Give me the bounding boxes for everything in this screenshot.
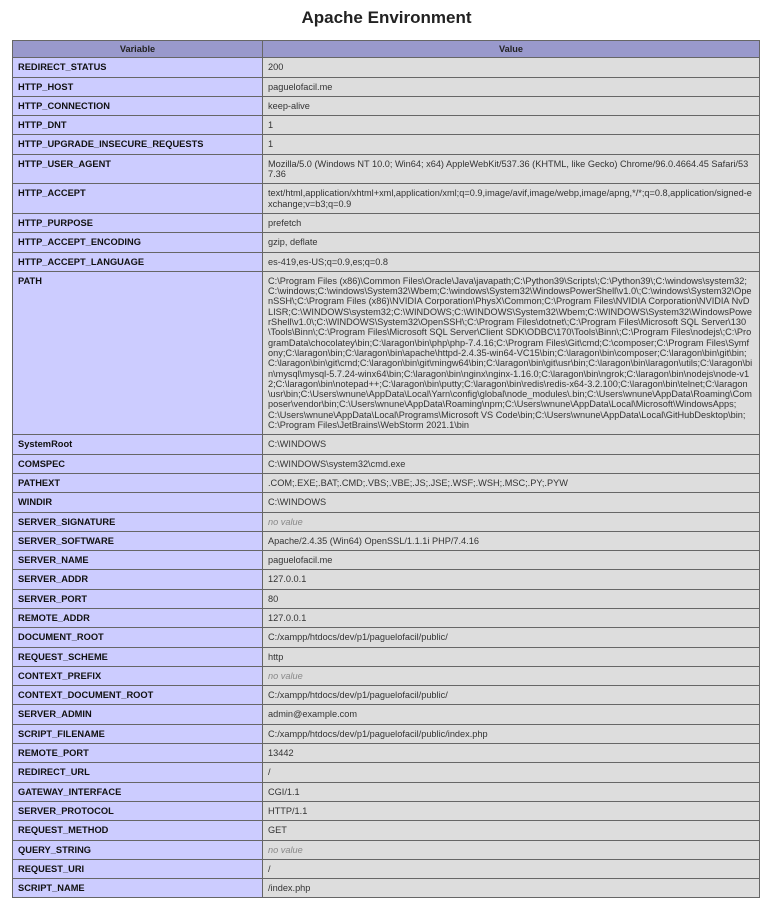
variable-value: text/html,application/xhtml+xml,application/xml;q=0.9,image/avif,image/webp,image/apng,*/*;q=0.8,application/signed-exchange;v=b3;q=0.9 <box>263 184 760 214</box>
variable-value: C:\Program Files (x86)\Common Files\Oracle\Java\javapath;C:\Python39\Scripts\;C:\Python39\;C:\windows\system32;C:\windows;C:\windows\System32\Wbem;C:\windows\System32\WindowsPowerShell\v1.0\;C:\windows\System32\OpenSSH\;C:\Program Files (x86)\NVIDIA Corporation\PhysX\Common;C:\Program Files\NVIDIA Corporation\NVIDIA NvDLISR;C:\WINDOWS\system32;C:\WINDOWS;C:\WINDOWS\System32\Wbem;C:\WINDOWS\System32\WindowsPowerShell\v1.0\;C:\WINDOWS\System32\OpenSSH\;C:\Program Files\dotnet\;C:\Program Files\Microsoft SQL Server\130\Tools\Binn\;C:\Program Files\Microsoft SQL Server\Client SDK\ODBC\170\Tools\Binn\;C:\Program Files\nodejs\;C:\ProgramData\chocolatey\bin;C:\laragon\bin\php\php-7.4.16;C:\Program Files\Git\cmd;C:\composer;C:\Program Files\Symfony;C:\laragon\bin;C:\laragon\bin\apache\httpd-2.4.35-win64-VC15\bin;C:\laragon\bin\composer;C:\laragon\bin\git\bin;C:\laragon\bin\git\cmd;C:\laragon\bin\git\mingw64\bin;C:\laragon\bin\git\usr\bin;C:\laragon\bin\laragon\utils;C:\laragon\bin\mysql\mysql-5.7.24-winx64\bin;C:\laragon\bin\nginx\nginx-1.16.0;C:\laragon\bin\ngrok;C:\laragon\bin\nodejs\node-v12;C:\laragon\bin\notepad++;C:\laragon\bin\putty;C:\laragon\bin\redis\redis-x64-3.2.100;C:\laragon\bin\telnet;C:\laragon\usr\bin;C:\Users\wnune\AppData\Local\Yarn\config\global\node_modules\.bin;C:\Users\wnune\AppData\Roaming\Composer\vendor\bin;C:\Users\wnune\AppData\Roaming\npm;C:\Users\wnune\AppData\Local\Microsoft\WindowsApps;C:\Users\wnune\AppData\Local\Programs\Microsoft VS Code\bin;C:\Users\wnune\AppData\Local\GitHubDesktop\bin;C:\Program Files\JetBrains\WebStorm 2021.1\bin <box>263 271 760 434</box>
variable-value: C:\WINDOWS\system32\cmd.exe <box>263 454 760 473</box>
table-row <box>13 589 760 608</box>
variable-value: 127.0.0.1 <box>263 608 760 627</box>
variable-name: REMOTE_ADDR <box>13 608 263 627</box>
variable-name: HTTP_CONNECTION <box>13 96 263 115</box>
table-row <box>13 96 760 115</box>
variable-name: HTTP_USER_AGENT <box>13 154 263 184</box>
table-row <box>13 570 760 589</box>
table-row <box>13 801 760 820</box>
variable-value: prefetch <box>263 213 760 232</box>
variable-column-header: Variable <box>13 41 263 58</box>
variable-value: / <box>263 763 760 782</box>
variable-name: SystemRoot <box>13 435 263 454</box>
variable-value: CGI/1.1 <box>263 782 760 801</box>
table-row <box>13 233 760 252</box>
variable-name: SCRIPT_NAME <box>13 879 263 898</box>
variable-name: GATEWAY_INTERFACE <box>13 782 263 801</box>
variable-value: 1 <box>263 116 760 135</box>
variable-name: HTTP_UPGRADE_INSECURE_REQUESTS <box>13 135 263 154</box>
variable-value: HTTP/1.1 <box>263 801 760 820</box>
table-row <box>13 551 760 570</box>
variable-value: keep-alive <box>263 96 760 115</box>
variable-value: admin@example.com <box>263 705 760 724</box>
variable-name: SERVER_ADMIN <box>13 705 263 724</box>
variable-name: SERVER_SIGNATURE <box>13 512 263 531</box>
variable-value: /index.php <box>263 879 760 898</box>
no-value-label: no value <box>268 670 303 681</box>
variable-value: gzip, deflate <box>263 233 760 252</box>
value-column-header: Value <box>263 41 760 58</box>
table-row <box>13 859 760 878</box>
variable-name: SERVER_NAME <box>13 551 263 570</box>
table-row <box>13 840 760 859</box>
variable-name: REQUEST_URI <box>13 859 263 878</box>
variable-value: 200 <box>263 58 760 77</box>
table-row <box>13 628 760 647</box>
table-row <box>13 744 760 763</box>
variable-value: C:/xampp/htdocs/dev/p1/paguelofacil/public/index.php <box>263 724 760 743</box>
variable-name: REDIRECT_URL <box>13 763 263 782</box>
variable-value: C:\WINDOWS <box>263 493 760 512</box>
table-row <box>13 686 760 705</box>
variable-value-empty <box>263 666 760 685</box>
table-body <box>13 58 760 898</box>
table-row <box>13 154 760 184</box>
variable-value: 127.0.0.1 <box>263 570 760 589</box>
variable-name: SERVER_PORT <box>13 589 263 608</box>
table-row <box>13 454 760 473</box>
variable-name: HTTP_PURPOSE <box>13 213 263 232</box>
variable-name: CONTEXT_DOCUMENT_ROOT <box>13 686 263 705</box>
page-title: Apache Environment <box>301 8 472 27</box>
table-row <box>13 531 760 550</box>
variable-name: CONTEXT_PREFIX <box>13 666 263 685</box>
table-row <box>13 763 760 782</box>
variable-value: paguelofacil.me <box>263 77 760 96</box>
table-row <box>13 512 760 531</box>
no-value-label: no value <box>268 516 303 527</box>
variable-value: 1 <box>263 135 760 154</box>
table-row <box>13 473 760 492</box>
table-row <box>13 608 760 627</box>
variable-name: HTTP_ACCEPT_ENCODING <box>13 233 263 252</box>
variable-name: PATHEXT <box>13 473 263 492</box>
table-row <box>13 782 760 801</box>
table-header-row <box>13 41 760 58</box>
table-row <box>13 647 760 666</box>
table-row <box>13 252 760 271</box>
variable-name: REDIRECT_STATUS <box>13 58 263 77</box>
variable-name: DOCUMENT_ROOT <box>13 628 263 647</box>
variable-name: PATH <box>13 271 263 434</box>
variable-value: 13442 <box>263 744 760 763</box>
table-row <box>13 135 760 154</box>
variable-name: SERVER_ADDR <box>13 570 263 589</box>
variable-name: HTTP_ACCEPT <box>13 184 263 214</box>
variable-name: SCRIPT_FILENAME <box>13 724 263 743</box>
no-value-label: no value <box>268 844 303 855</box>
variable-value: / <box>263 859 760 878</box>
variable-value-empty <box>263 512 760 531</box>
table-row <box>13 58 760 77</box>
table-row <box>13 666 760 685</box>
variable-name: WINDIR <box>13 493 263 512</box>
variable-value-empty <box>263 840 760 859</box>
table-row <box>13 879 760 898</box>
variable-name: REMOTE_PORT <box>13 744 263 763</box>
table-row <box>13 271 760 434</box>
variable-value: es-419,es-US;q=0.9,es;q=0.8 <box>263 252 760 271</box>
variable-name: QUERY_STRING <box>13 840 263 859</box>
variable-value: C:/xampp/htdocs/dev/p1/paguelofacil/public/ <box>263 628 760 647</box>
variable-value: C:\WINDOWS <box>263 435 760 454</box>
variable-name: REQUEST_METHOD <box>13 821 263 840</box>
variable-name: REQUEST_SCHEME <box>13 647 263 666</box>
variable-name: HTTP_HOST <box>13 77 263 96</box>
table-row <box>13 116 760 135</box>
variable-name: HTTP_DNT <box>13 116 263 135</box>
table-row <box>13 705 760 724</box>
variable-value: http <box>263 647 760 666</box>
variable-name: HTTP_ACCEPT_LANGUAGE <box>13 252 263 271</box>
table-row <box>13 493 760 512</box>
table-row <box>13 213 760 232</box>
variable-value: 80 <box>263 589 760 608</box>
variable-value: GET <box>263 821 760 840</box>
variable-name: SERVER_SOFTWARE <box>13 531 263 550</box>
table-row <box>13 724 760 743</box>
table-row <box>13 435 760 454</box>
variable-value: Mozilla/5.0 (Windows NT 10.0; Win64; x64) AppleWebKit/537.36 (KHTML, like Gecko) Chrome/96.0.4664.45 Safari/537.36 <box>263 154 760 184</box>
variable-value: C:/xampp/htdocs/dev/p1/paguelofacil/public/ <box>263 686 760 705</box>
table-row <box>13 821 760 840</box>
variable-name: SERVER_PROTOCOL <box>13 801 263 820</box>
apache-environment-table <box>12 40 760 898</box>
variable-value: paguelofacil.me <box>263 551 760 570</box>
table-row <box>13 77 760 96</box>
table-row <box>13 184 760 214</box>
variable-name: COMSPEC <box>13 454 263 473</box>
variable-value: .COM;.EXE;.BAT;.CMD;.VBS;.VBE;.JS;.JSE;.WSF;.WSH;.MSC;.PY;.PYW <box>263 473 760 492</box>
variable-value: Apache/2.4.35 (Win64) OpenSSL/1.1.1i PHP/7.4.16 <box>263 531 760 550</box>
